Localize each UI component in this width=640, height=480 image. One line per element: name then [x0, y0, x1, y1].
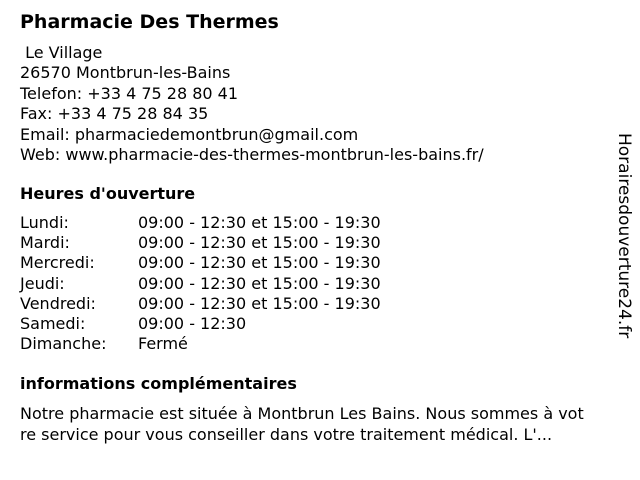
- day-label: Mercredi:: [20, 253, 95, 273]
- day-label: Vendredi:: [20, 293, 96, 313]
- hours-row-monday: [20, 213, 440, 233]
- day-hours: 09:00 - 12:30 et 15:00 - 19:30: [138, 273, 381, 293]
- hours-row-sunday: [20, 334, 440, 354]
- hours-row-friday: [20, 294, 440, 314]
- day-hours: 09:00 - 12:30 et 15:00 - 19:30: [138, 213, 381, 232]
- day-hours: 09:00 - 12:30 et 15:00 - 19:30: [138, 233, 381, 253]
- watermark-text: Horairesdouverture24.fr: [614, 133, 634, 339]
- address-street: Le Village: [20, 43, 103, 62]
- day-hours: 09:00 - 12:30: [138, 313, 247, 333]
- address-city: 26570 Montbrun-les-Bains: [20, 63, 231, 83]
- fax-number: Fax: +33 4 75 28 84 35: [20, 104, 209, 124]
- hours-row-saturday: [20, 314, 440, 334]
- hours-row-tuesday: [20, 233, 440, 253]
- day-hours: 09:00 - 12:30 et 15:00 - 19:30: [138, 293, 381, 313]
- day-label: Mardi:: [20, 233, 70, 253]
- opening-hours-heading: Heures d'ouverture: [20, 184, 196, 203]
- phone-number: Telefon: +33 4 75 28 80 41: [20, 83, 239, 103]
- hours-row-thursday: [20, 274, 440, 294]
- description-line: re service pour vous conseiller dans votre traitement médical. L'...: [20, 425, 553, 444]
- contact-block: [20, 43, 484, 165]
- description-line: Notre pharmacie est située à Montbrun Les Bains. Nous sommes à vot: [20, 404, 584, 423]
- day-label: Dimanche:: [20, 334, 107, 354]
- description-text: [20, 403, 640, 445]
- opening-hours-table: [20, 213, 440, 354]
- day-label: Jeudi:: [20, 273, 65, 293]
- day-label: Samedi:: [20, 313, 86, 333]
- email-address: Email: pharmaciedemontbrun@gmail.com: [20, 124, 359, 144]
- website-url: Web: www.pharmacie-des-thermes-montbrun-les-bains.fr/: [20, 144, 484, 164]
- hours-row-wednesday: [20, 253, 440, 273]
- page-title: Pharmacie Des Thermes: [20, 11, 279, 33]
- day-hours: Fermé: [138, 334, 188, 354]
- site-watermark: [612, 133, 638, 373]
- additional-info-heading: informations complémentaires: [20, 374, 297, 393]
- day-label: Lundi:: [20, 213, 69, 232]
- day-hours: 09:00 - 12:30 et 15:00 - 19:30: [138, 253, 381, 273]
